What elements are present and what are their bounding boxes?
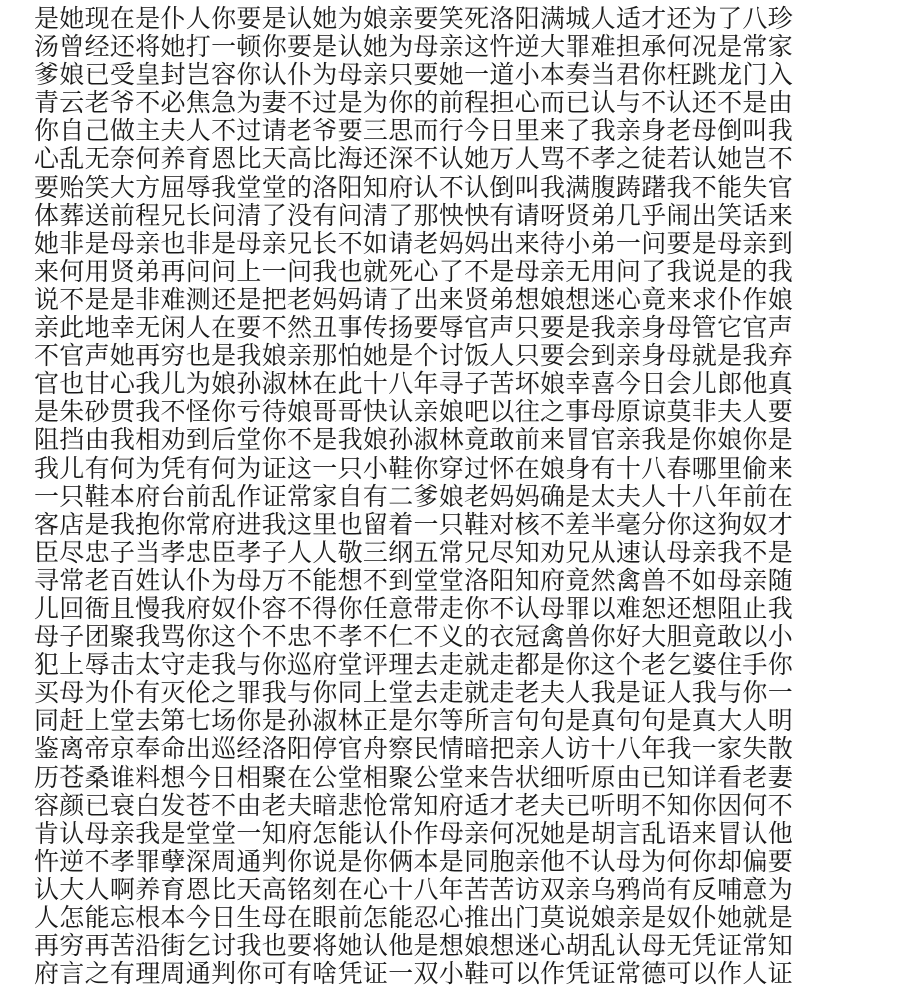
text-line: 买母为仆有灭伦之罪我与你同上堂去走就走老夫人我是证人我与你一 bbox=[34, 678, 794, 708]
text-line: 阻挡由我相劝到后堂你不是我娘孙淑林竟敢前来冒官亲我是你娘你是 bbox=[34, 425, 794, 455]
text-line: 说不是是非难测还是把老妈妈请了出来贤弟想娘想迷心竟来求仆作娘 bbox=[34, 284, 794, 314]
text-line: 再穷再苦沿街乞讨我也要将她认他是想娘想迷心胡乱认母无凭证常知 bbox=[34, 931, 794, 961]
text-line: 体葬送前程兄长问清了没有问清了那怏怏有请呀贤弟几乎闹出笑话来 bbox=[34, 200, 794, 230]
document-text-block bbox=[34, 5, 874, 988]
text-line: 忤逆不孝罪孽深周通判你说是你俩本是同胞亲他不认母为何你却偏要 bbox=[34, 846, 794, 876]
text-line: 儿回衙且慢我府奴仆容不得你任意带走你不认母罪以难恕还想阻止我 bbox=[34, 593, 794, 623]
text-line: 亲此地幸无闲人在要不然丑事传扬要辱官声只要是我亲身母管它官声 bbox=[34, 313, 794, 343]
text-line: 同赶上堂去第七场你是孙淑林正是尔等所言句句是真句句是真大人明 bbox=[34, 706, 794, 736]
text-line: 认大人啊养育恩比天高铭刻在心十八年苦苦访双亲乌鸦尚有反哺意为 bbox=[34, 874, 794, 904]
text-line: 汤曾经还将她打一顿你要是认她为母亲这忤逆大罪难担承何况是常家 bbox=[34, 32, 794, 62]
text-line: 官也甘心我儿为娘孙淑林在此十八年寻子苦坏娘幸喜今日会儿郎他真 bbox=[34, 369, 794, 399]
text-line: 不官声她再穷也是我娘亲那怕她是个讨饭人只要会到亲身母就是我弃 bbox=[34, 341, 794, 371]
text-line: 心乱无奈何养育恩比天高比海还深不认她万人骂不孝之徒若认她岂不 bbox=[34, 144, 794, 174]
text-line: 犯上辱击太守走我与你巡府堂评理去走就走都是你这个老乞婆住手你 bbox=[34, 650, 794, 680]
text-line: 我儿有何为凭有何为证这一只小鞋你穿过怀在娘身有十八春哪里偷来 bbox=[34, 453, 794, 483]
text-line: 爹娘已受皇封岂容你认仆为母亲只要她一道小本奏当君你枉跳龙门入 bbox=[34, 60, 794, 90]
text-line: 鉴离帝京奉命出巡经洛阳停官舟察民情暗把亲人访十八年我一家失散 bbox=[34, 734, 794, 764]
text-line: 臣尽忠子当孝忠臣孝子人人敬三纲五常兄尽知劝兄从速认母亲我不是 bbox=[34, 537, 794, 567]
text-line: 要贻笑大方屈辱我堂堂的洛阳知府认不认倒叫我满腹踌躇我不能失官 bbox=[34, 172, 794, 202]
text-line: 肯认母亲我是堂堂一知府怎能认仆作母亲何况她是胡言乱语来冒认他 bbox=[34, 818, 794, 848]
text-line: 寻常老百姓认仆为母万不能想不到堂堂洛阳知府竟然禽兽不如母亲随 bbox=[34, 565, 794, 595]
text-line: 历苍桑谁料想今日相聚在公堂相聚公堂来告状细听原由已知详看老妻 bbox=[34, 762, 794, 792]
text-line: 她非是母亲也非是母亲兄长不如请老妈妈出来待小弟一问要是母亲到 bbox=[34, 228, 794, 258]
text-line: 来何用贤弟再问问上一问我也就死心了不是母亲无用问了我说是的我 bbox=[34, 256, 794, 286]
text-line: 一只鞋本府台前乱作证常家自有二爹娘老妈妈确是太夫人十八年前在 bbox=[34, 481, 794, 511]
text-line: 是朱砂贯我不怪你亏待娘哥哥快认亲娘吧以往之事母原谅莫非夫人要 bbox=[34, 397, 794, 427]
text-line: 容颜已衰白发苍不由老夫暗悲怆常知府适才老夫已听明不知你因何不 bbox=[34, 790, 794, 820]
text-line: 青云老爷不必焦急为妻不过是为你的前程担心而已认与不认还不是由 bbox=[34, 88, 794, 118]
text-line: 你自己做主夫人不过请老爷要三思而行今日里来了我亲身老母倒叫我 bbox=[34, 116, 794, 146]
text-line: 母子团聚我骂你这个不忠不孝不仁不义的衣冠禽兽你好大胆竟敢以小 bbox=[34, 622, 794, 652]
text-line: 客店是我抱你常府进我这里也留着一只鞋对核不差半毫分你这狗奴才 bbox=[34, 509, 794, 539]
text-line: 是她现在是仆人你要是认她为娘亲要笑死洛阳满城人适才还为了八珍 bbox=[34, 4, 794, 33]
text-line: 人怎能忘根本今日生母在眼前怎能忍心推出门莫说娘亲是奴仆她就是 bbox=[34, 903, 794, 932]
text-line: 府言之有理周通判你可有啥凭证一双小鞋可以作凭证常德可以作人证 bbox=[34, 959, 794, 989]
